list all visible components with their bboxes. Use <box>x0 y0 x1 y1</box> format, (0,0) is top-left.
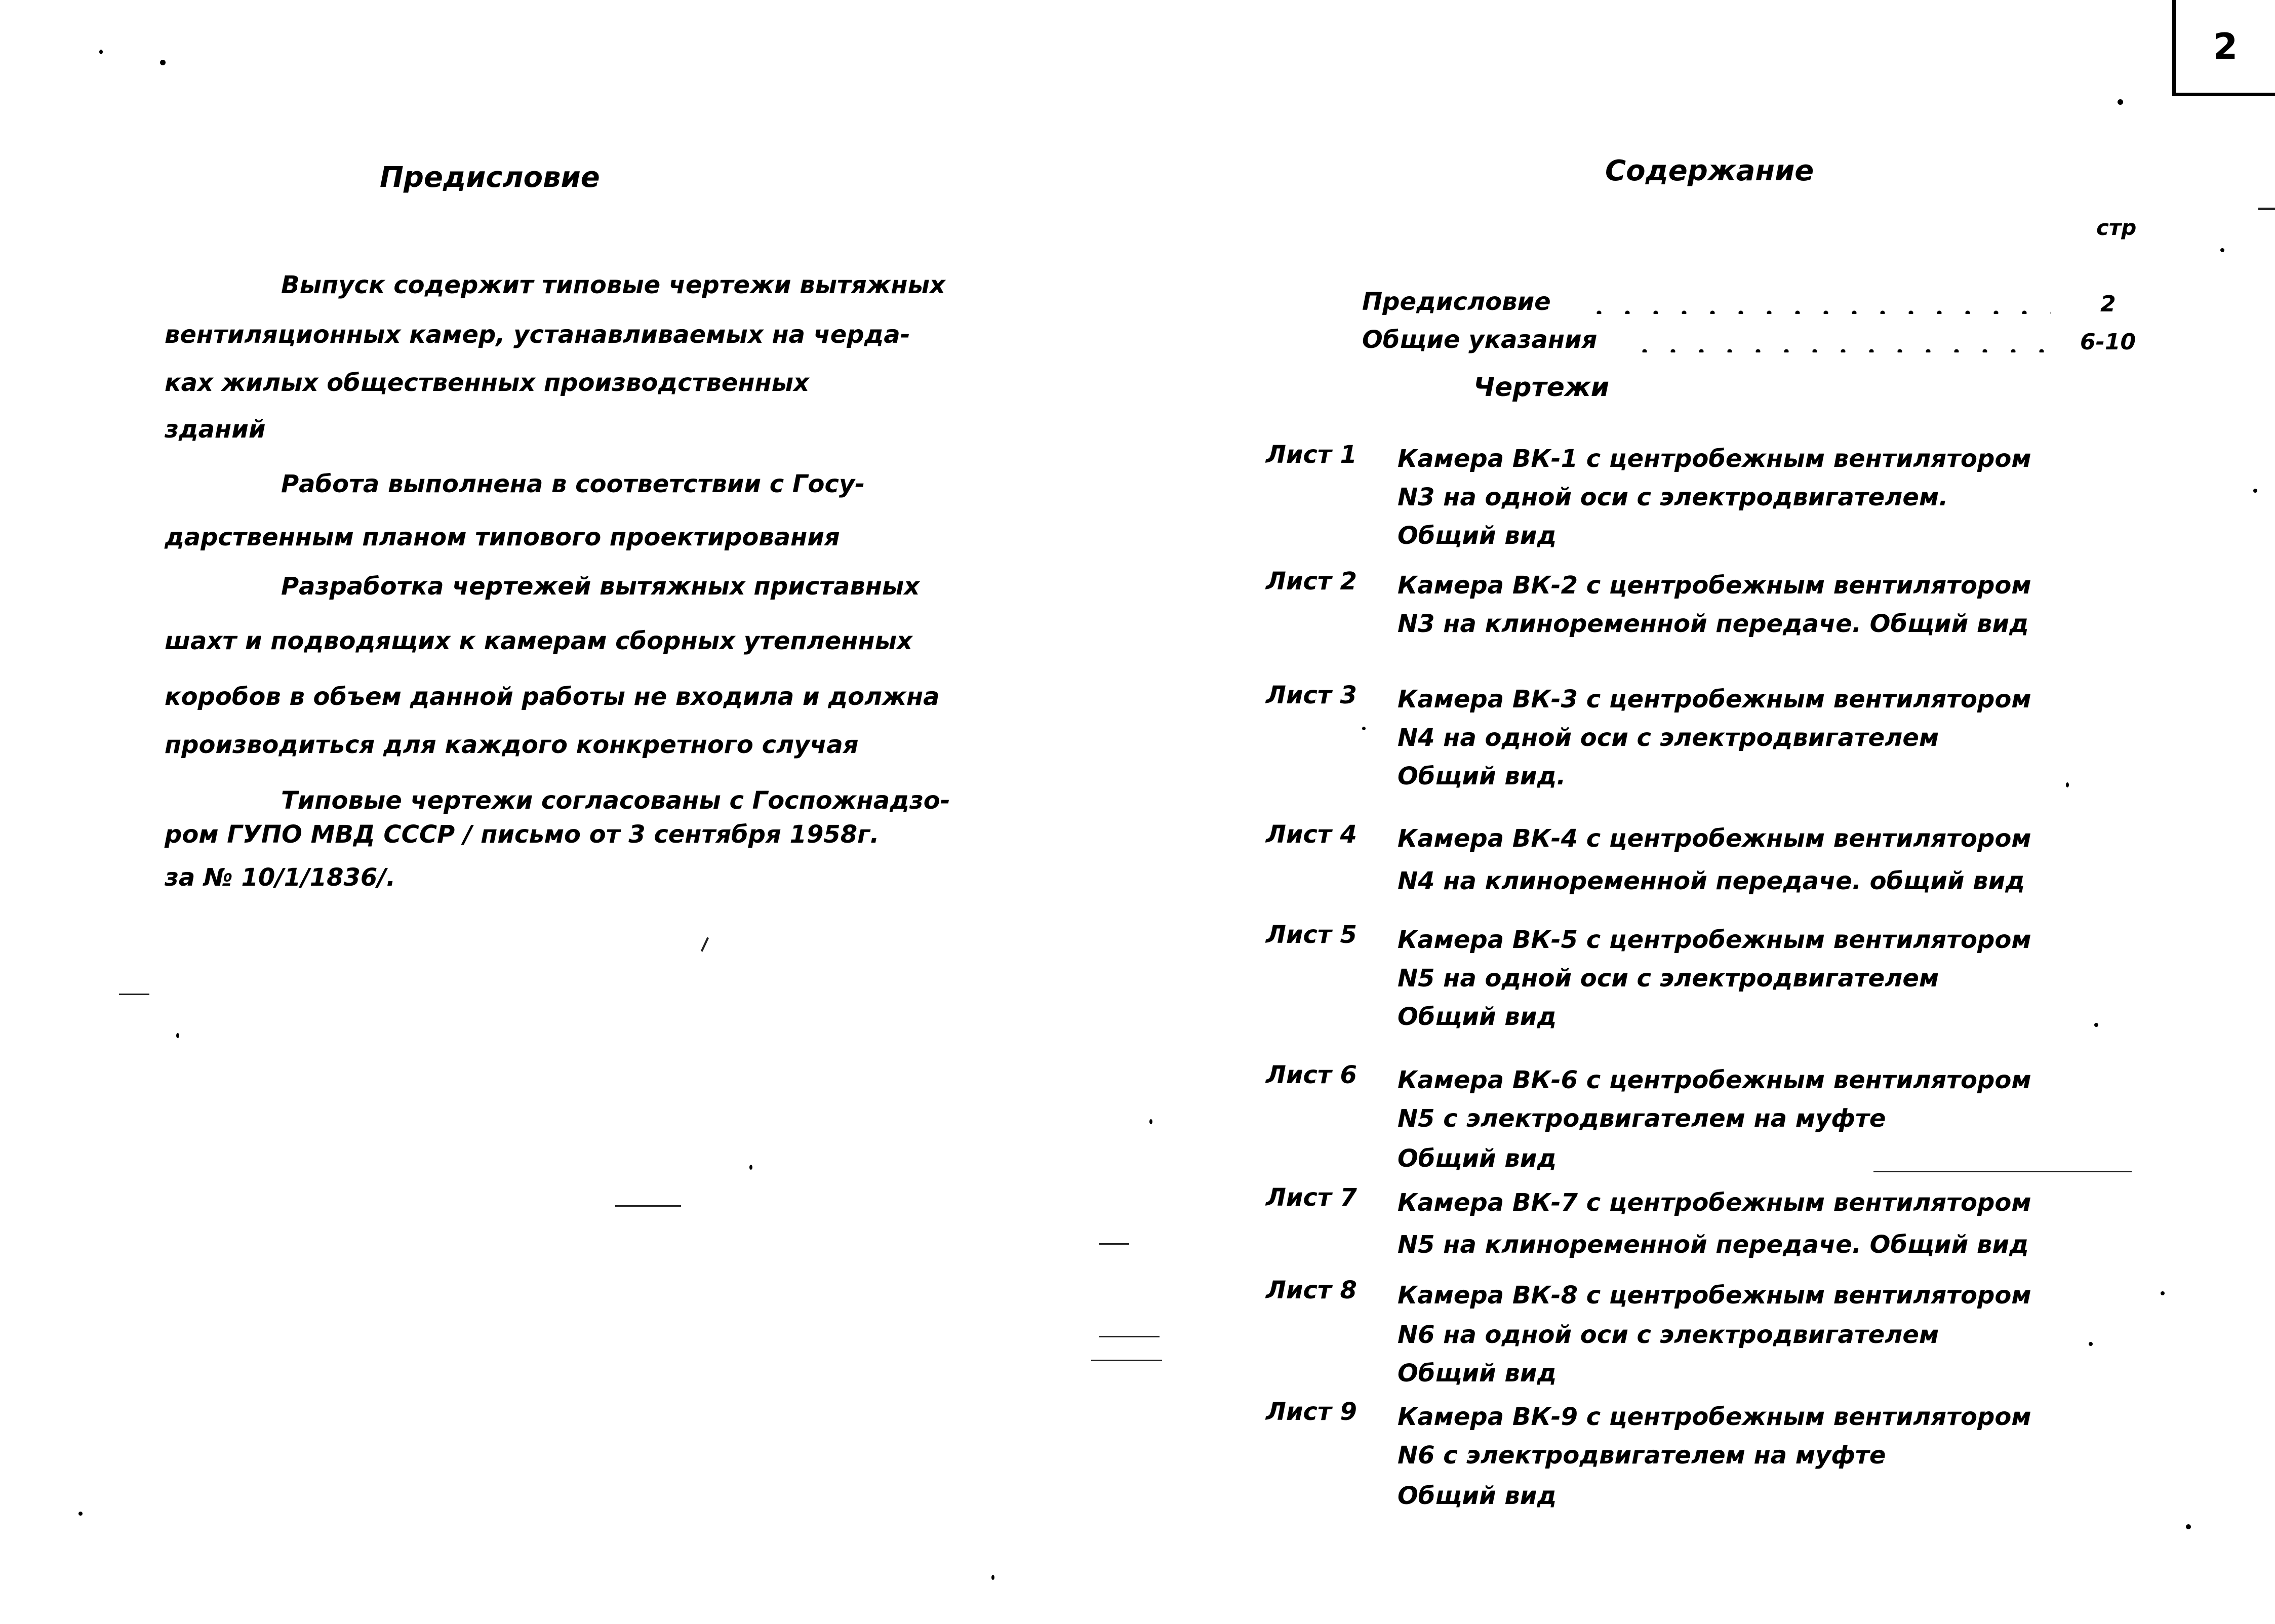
toc-leader-dots <box>1585 310 2051 314</box>
preface-line: Типовые чертежи согласованы с Госпожнадзо- <box>281 786 950 815</box>
preface-title: Предисловие <box>380 161 600 194</box>
preface-line: производиться для каждого конкретного случая <box>165 731 859 759</box>
sheet-line: Камера ВК-1 с центробежным вентилятором <box>1398 445 2031 473</box>
sheet-line: Камера ВК-2 с центробежным вентилятором <box>1398 571 2031 600</box>
preface-line: Работа выполнена в соответствии с Госу- <box>281 470 865 498</box>
speck <box>2118 99 2123 105</box>
sheet-line: Общий вид <box>1398 1482 1557 1510</box>
sheet-label: Лист 8 <box>1266 1276 1357 1304</box>
speck <box>2089 1342 2093 1346</box>
sheet-line: Общий вид <box>1398 1003 1557 1031</box>
speck <box>2161 1291 2165 1295</box>
speck <box>2066 782 2069 787</box>
sheet-label: Лист 4 <box>1266 820 1357 849</box>
speck <box>1149 1119 1152 1124</box>
stray-dash <box>615 1205 681 1207</box>
sheet-line: Камера ВК-6 с центробежным вентилятором <box>1398 1066 2031 1094</box>
sheet-line: Общий вид. <box>1398 762 1566 790</box>
sheet-line: Камера ВК-4 с центробежным вентилятором <box>1398 824 2031 853</box>
sheet-label: Лист 3 <box>1266 681 1357 709</box>
sheet-line: N4 на клиноременной передаче. общий вид <box>1398 867 2025 895</box>
contents-title: Содержание <box>1605 154 1814 187</box>
stray-dash <box>1099 1243 1129 1245</box>
speck <box>1362 727 1366 730</box>
toc-entry-page: 2 <box>2100 291 2116 317</box>
sheet-label: Лист 1 <box>1266 441 1357 469</box>
preface-line: ках жилых общественных производственных <box>165 369 810 397</box>
preface-line: Разработка чертежей вытяжных приставных <box>281 572 920 601</box>
stray-dash <box>2258 208 2275 210</box>
speck <box>160 60 166 65</box>
preface-line: шахт и подводящих к камерам сборных утепленных <box>165 627 912 655</box>
sheet-line: N3 на клиноременной передаче. Общий вид <box>1398 610 2029 638</box>
toc-entry-label: Общие указания <box>1362 326 1598 354</box>
sheet-line: Камера ВК-8 с центробежным вентилятором <box>1398 1281 2031 1310</box>
speck <box>99 50 103 54</box>
stray-dash <box>1099 1336 1160 1337</box>
page-number: 2 <box>2172 0 2275 96</box>
preface-line: за № 10/1/1836/. <box>165 863 396 892</box>
preface-line: дарственным планом типового проектирования <box>165 523 840 551</box>
sheet-line: N5 на клиноременной передаче. Общий вид <box>1398 1231 2029 1259</box>
toc-entry-label: Предисловие <box>1362 288 1551 316</box>
stray-dash <box>1091 1360 1162 1361</box>
sheet-line: Камера ВК-5 с центробежным вентилятором <box>1398 926 2031 954</box>
stray-dash <box>701 937 709 952</box>
stray-dash <box>119 994 149 995</box>
preface-line: зданий <box>165 415 266 444</box>
speck <box>176 1033 179 1038</box>
sheet-line: N3 на одной оси с электродвигателем. <box>1398 483 1948 511</box>
preface-line: коробов в объем данной работы не входила и должна <box>165 683 940 711</box>
sheet-line: Камера ВК-3 с центробежным вентилятором <box>1398 685 2031 714</box>
speck <box>2253 489 2257 493</box>
preface-line: Выпуск содержит типовые чертежи вытяжных <box>281 271 945 299</box>
speck <box>749 1165 752 1170</box>
speck <box>2186 1524 2191 1529</box>
sheet-label: Лист 7 <box>1266 1183 1357 1212</box>
sheet-line: Общий вид <box>1398 1359 1557 1388</box>
speck <box>2220 248 2224 252</box>
speck <box>78 1512 83 1516</box>
speck <box>991 1575 994 1580</box>
preface-line: ром ГУПО МВД СССР / письмо от 3 сентября 1958г. <box>165 820 880 849</box>
sheet-line: N5 на одной оси с электродвигателем <box>1398 964 1939 993</box>
toc-entry-page: 6-10 <box>2080 329 2136 355</box>
page-column-label: стр <box>2096 215 2137 240</box>
toc-leader-dots <box>1630 348 2066 352</box>
sheet-line: N5 с электродвигателем на муфте <box>1398 1104 1886 1133</box>
sheet-line: Общий вид <box>1398 522 1557 550</box>
sheet-line: N6 с электродвигателем на муфте <box>1398 1441 1886 1470</box>
drawings-heading: Чертежи <box>1473 372 1610 403</box>
sheet-line: N6 на одной оси с электродвигателем <box>1398 1321 1939 1349</box>
sheet-line: Камера ВК-9 с центробежным вентилятором <box>1398 1403 2031 1431</box>
sheet-line: Общий вид <box>1398 1144 1557 1173</box>
preface-line: вентиляционных камер, устанавливаемых на черда- <box>165 321 910 349</box>
sheet-label: Лист 6 <box>1266 1061 1357 1089</box>
stray-dash <box>1873 1171 2132 1172</box>
sheet-label: Лист 9 <box>1266 1398 1357 1426</box>
sheet-label: Лист 2 <box>1266 567 1357 596</box>
sheet-label: Лист 5 <box>1266 921 1357 949</box>
sheet-line: N4 на одной оси с электродвигателем <box>1398 724 1939 752</box>
speck <box>2094 1023 2098 1027</box>
sheet-line: Камера ВК-7 с центробежным вентилятором <box>1398 1189 2031 1217</box>
